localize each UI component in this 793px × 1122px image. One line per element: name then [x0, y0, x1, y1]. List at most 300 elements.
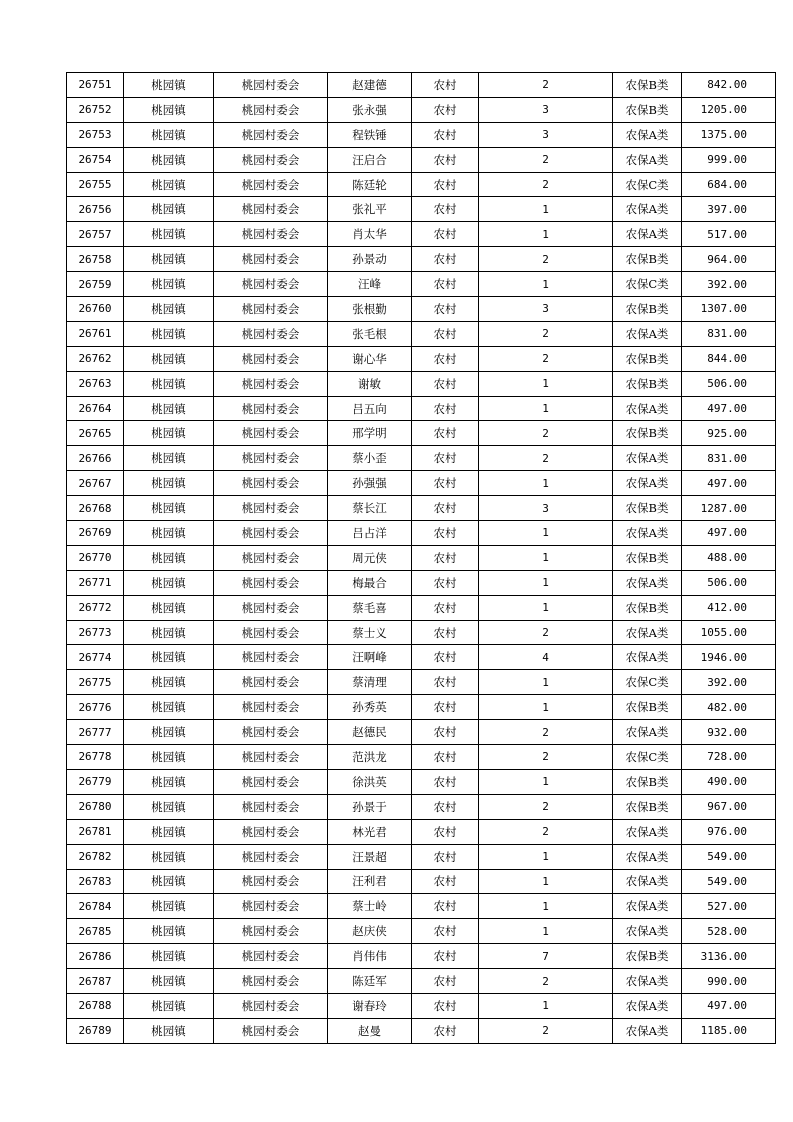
area-type-cell: 农村 — [412, 869, 479, 894]
household-count-cell: 1 — [479, 222, 613, 247]
town-cell: 桃园镇 — [124, 247, 214, 272]
table-row — [67, 670, 776, 695]
name-cell: 肖伟伟 — [328, 944, 412, 969]
committee-cell: 桃园村委会 — [214, 446, 328, 471]
town-cell: 桃园镇 — [124, 496, 214, 521]
committee-cell: 桃园村委会 — [214, 346, 328, 371]
household-count-cell: 3 — [479, 97, 613, 122]
amount-cell: 497.00 — [682, 521, 776, 546]
town-cell: 桃园镇 — [124, 745, 214, 770]
town-cell: 桃园镇 — [124, 396, 214, 421]
table-row — [67, 371, 776, 396]
household-count-cell: 1 — [479, 993, 613, 1018]
household-count-cell: 7 — [479, 944, 613, 969]
town-cell: 桃园镇 — [124, 944, 214, 969]
town-cell: 桃园镇 — [124, 222, 214, 247]
table-row — [67, 521, 776, 546]
town-cell: 桃园镇 — [124, 346, 214, 371]
name-cell: 赵庆侠 — [328, 919, 412, 944]
table-row — [67, 894, 776, 919]
household-count-cell: 2 — [479, 745, 613, 770]
category-cell: 农保A类 — [613, 321, 682, 346]
amount-cell: 392.00 — [682, 670, 776, 695]
table-row — [67, 944, 776, 969]
record-id-cell: 26788 — [67, 993, 124, 1018]
area-type-cell: 农村 — [412, 222, 479, 247]
amount-cell: 831.00 — [682, 321, 776, 346]
area-type-cell: 农村 — [412, 670, 479, 695]
amount-cell: 1055.00 — [682, 620, 776, 645]
committee-cell: 桃园村委会 — [214, 122, 328, 147]
table-row — [67, 969, 776, 994]
household-count-cell: 2 — [479, 421, 613, 446]
household-count-cell: 3 — [479, 122, 613, 147]
area-type-cell: 农村 — [412, 272, 479, 297]
amount-cell: 684.00 — [682, 172, 776, 197]
record-id-cell: 26774 — [67, 645, 124, 670]
data-table — [66, 72, 776, 1044]
name-cell: 谢春玲 — [328, 993, 412, 1018]
amount-cell: 1185.00 — [682, 1018, 776, 1043]
category-cell: 农保A类 — [613, 222, 682, 247]
area-type-cell: 农村 — [412, 794, 479, 819]
area-type-cell: 农村 — [412, 769, 479, 794]
town-cell: 桃园镇 — [124, 620, 214, 645]
record-id-cell: 26756 — [67, 197, 124, 222]
record-id-cell: 26771 — [67, 570, 124, 595]
table-body — [67, 73, 776, 1044]
record-id-cell: 26761 — [67, 321, 124, 346]
amount-cell: 844.00 — [682, 346, 776, 371]
table-row — [67, 272, 776, 297]
category-cell: 农保A类 — [613, 122, 682, 147]
table-row — [67, 695, 776, 720]
household-count-cell: 1 — [479, 545, 613, 570]
record-id-cell: 26773 — [67, 620, 124, 645]
amount-cell: 506.00 — [682, 570, 776, 595]
amount-cell: 527.00 — [682, 894, 776, 919]
category-cell: 农保A类 — [613, 720, 682, 745]
record-id-cell: 26775 — [67, 670, 124, 695]
category-cell: 农保A类 — [613, 819, 682, 844]
table-row — [67, 919, 776, 944]
household-count-cell: 1 — [479, 272, 613, 297]
name-cell: 赵曼 — [328, 1018, 412, 1043]
amount-cell: 497.00 — [682, 471, 776, 496]
household-count-cell: 2 — [479, 147, 613, 172]
town-cell: 桃园镇 — [124, 894, 214, 919]
record-id-cell: 26765 — [67, 421, 124, 446]
committee-cell: 桃园村委会 — [214, 645, 328, 670]
record-id-cell: 26770 — [67, 545, 124, 570]
name-cell: 孙景于 — [328, 794, 412, 819]
area-type-cell: 农村 — [412, 545, 479, 570]
record-id-cell: 26776 — [67, 695, 124, 720]
name-cell: 徐洪英 — [328, 769, 412, 794]
category-cell: 农保A类 — [613, 620, 682, 645]
record-id-cell: 26758 — [67, 247, 124, 272]
amount-cell: 925.00 — [682, 421, 776, 446]
name-cell: 汪启合 — [328, 147, 412, 172]
record-id-cell: 26752 — [67, 97, 124, 122]
committee-cell: 桃园村委会 — [214, 919, 328, 944]
record-id-cell: 26787 — [67, 969, 124, 994]
area-type-cell: 农村 — [412, 521, 479, 546]
table-row — [67, 122, 776, 147]
town-cell: 桃园镇 — [124, 869, 214, 894]
town-cell: 桃园镇 — [124, 819, 214, 844]
area-type-cell: 农村 — [412, 172, 479, 197]
committee-cell: 桃园村委会 — [214, 745, 328, 770]
committee-cell: 桃园村委会 — [214, 570, 328, 595]
town-cell: 桃园镇 — [124, 545, 214, 570]
town-cell: 桃园镇 — [124, 993, 214, 1018]
town-cell: 桃园镇 — [124, 844, 214, 869]
town-cell: 桃园镇 — [124, 695, 214, 720]
committee-cell: 桃园村委会 — [214, 545, 328, 570]
amount-cell: 976.00 — [682, 819, 776, 844]
committee-cell: 桃园村委会 — [214, 471, 328, 496]
household-count-cell: 1 — [479, 844, 613, 869]
name-cell: 谢心华 — [328, 346, 412, 371]
household-count-cell: 3 — [479, 297, 613, 322]
name-cell: 范洪龙 — [328, 745, 412, 770]
table-row — [67, 222, 776, 247]
household-count-cell: 1 — [479, 396, 613, 421]
table-row — [67, 297, 776, 322]
town-cell: 桃园镇 — [124, 521, 214, 546]
area-type-cell: 农村 — [412, 346, 479, 371]
town-cell: 桃园镇 — [124, 371, 214, 396]
town-cell: 桃园镇 — [124, 919, 214, 944]
table-row — [67, 197, 776, 222]
town-cell: 桃园镇 — [124, 1018, 214, 1043]
category-cell: 农保B类 — [613, 346, 682, 371]
amount-cell: 1287.00 — [682, 496, 776, 521]
household-count-cell: 1 — [479, 695, 613, 720]
record-id-cell: 26780 — [67, 794, 124, 819]
table-row — [67, 993, 776, 1018]
table-row — [67, 769, 776, 794]
committee-cell: 桃园村委会 — [214, 1018, 328, 1043]
table-row — [67, 794, 776, 819]
committee-cell: 桃园村委会 — [214, 819, 328, 844]
area-type-cell: 农村 — [412, 396, 479, 421]
town-cell: 桃园镇 — [124, 122, 214, 147]
amount-cell: 497.00 — [682, 396, 776, 421]
name-cell: 吕占洋 — [328, 521, 412, 546]
record-id-cell: 26781 — [67, 819, 124, 844]
record-id-cell: 26762 — [67, 346, 124, 371]
table-row — [67, 595, 776, 620]
area-type-cell: 农村 — [412, 496, 479, 521]
category-cell: 农保B类 — [613, 794, 682, 819]
name-cell: 蔡毛喜 — [328, 595, 412, 620]
household-count-cell: 4 — [479, 645, 613, 670]
committee-cell: 桃园村委会 — [214, 197, 328, 222]
category-cell: 农保C类 — [613, 172, 682, 197]
record-id-cell: 26757 — [67, 222, 124, 247]
name-cell: 蔡长江 — [328, 496, 412, 521]
committee-cell: 桃园村委会 — [214, 844, 328, 869]
table-row — [67, 745, 776, 770]
town-cell: 桃园镇 — [124, 297, 214, 322]
committee-cell: 桃园村委会 — [214, 396, 328, 421]
town-cell: 桃园镇 — [124, 446, 214, 471]
name-cell: 孙秀英 — [328, 695, 412, 720]
amount-cell: 1946.00 — [682, 645, 776, 670]
name-cell: 蔡小歪 — [328, 446, 412, 471]
table-row — [67, 819, 776, 844]
record-id-cell: 26766 — [67, 446, 124, 471]
name-cell: 肖太华 — [328, 222, 412, 247]
area-type-cell: 农村 — [412, 993, 479, 1018]
household-count-cell: 1 — [479, 919, 613, 944]
name-cell: 邢学明 — [328, 421, 412, 446]
category-cell: 农保A类 — [613, 969, 682, 994]
household-count-cell: 3 — [479, 496, 613, 521]
name-cell: 蔡士义 — [328, 620, 412, 645]
town-cell: 桃园镇 — [124, 595, 214, 620]
category-cell: 农保B类 — [613, 297, 682, 322]
amount-cell: 831.00 — [682, 446, 776, 471]
record-id-cell: 26763 — [67, 371, 124, 396]
amount-cell: 842.00 — [682, 73, 776, 98]
category-cell: 农保A类 — [613, 919, 682, 944]
household-count-cell: 1 — [479, 570, 613, 595]
record-id-cell: 26784 — [67, 894, 124, 919]
committee-cell: 桃园村委会 — [214, 172, 328, 197]
town-cell: 桃园镇 — [124, 720, 214, 745]
category-cell: 农保A类 — [613, 471, 682, 496]
committee-cell: 桃园村委会 — [214, 297, 328, 322]
amount-cell: 728.00 — [682, 745, 776, 770]
name-cell: 陈廷轮 — [328, 172, 412, 197]
name-cell: 汪峰 — [328, 272, 412, 297]
record-id-cell: 26764 — [67, 396, 124, 421]
table-row — [67, 421, 776, 446]
household-count-cell: 1 — [479, 595, 613, 620]
table-row — [67, 720, 776, 745]
name-cell: 汪景超 — [328, 844, 412, 869]
record-id-cell: 26786 — [67, 944, 124, 969]
committee-cell: 桃园村委会 — [214, 794, 328, 819]
town-cell: 桃园镇 — [124, 321, 214, 346]
record-id-cell: 26751 — [67, 73, 124, 98]
committee-cell: 桃园村委会 — [214, 97, 328, 122]
name-cell: 谢敏 — [328, 371, 412, 396]
record-id-cell: 26778 — [67, 745, 124, 770]
town-cell: 桃园镇 — [124, 421, 214, 446]
table-row — [67, 172, 776, 197]
name-cell: 蔡士岭 — [328, 894, 412, 919]
category-cell: 农保A类 — [613, 894, 682, 919]
name-cell: 孙强强 — [328, 471, 412, 496]
amount-cell: 506.00 — [682, 371, 776, 396]
household-count-cell: 2 — [479, 620, 613, 645]
amount-cell: 497.00 — [682, 993, 776, 1018]
amount-cell: 549.00 — [682, 844, 776, 869]
town-cell: 桃园镇 — [124, 197, 214, 222]
committee-cell: 桃园村委会 — [214, 944, 328, 969]
category-cell: 农保B类 — [613, 73, 682, 98]
town-cell: 桃园镇 — [124, 794, 214, 819]
record-id-cell: 26759 — [67, 272, 124, 297]
category-cell: 农保B类 — [613, 695, 682, 720]
household-count-cell: 2 — [479, 321, 613, 346]
household-count-cell: 2 — [479, 247, 613, 272]
committee-cell: 桃园村委会 — [214, 620, 328, 645]
category-cell: 农保B类 — [613, 545, 682, 570]
household-count-cell: 1 — [479, 471, 613, 496]
area-type-cell: 农村 — [412, 122, 479, 147]
committee-cell: 桃园村委会 — [214, 695, 328, 720]
committee-cell: 桃园村委会 — [214, 595, 328, 620]
record-id-cell: 26789 — [67, 1018, 124, 1043]
amount-cell: 964.00 — [682, 247, 776, 272]
area-type-cell: 农村 — [412, 321, 479, 346]
category-cell: 农保A类 — [613, 396, 682, 421]
category-cell: 农保C类 — [613, 272, 682, 297]
town-cell: 桃园镇 — [124, 97, 214, 122]
category-cell: 农保B类 — [613, 421, 682, 446]
town-cell: 桃园镇 — [124, 969, 214, 994]
area-type-cell: 农村 — [412, 944, 479, 969]
name-cell: 孙景动 — [328, 247, 412, 272]
household-count-cell: 1 — [479, 371, 613, 396]
area-type-cell: 农村 — [412, 297, 479, 322]
category-cell: 农保C类 — [613, 745, 682, 770]
amount-cell: 488.00 — [682, 545, 776, 570]
committee-cell: 桃园村委会 — [214, 969, 328, 994]
town-cell: 桃园镇 — [124, 471, 214, 496]
town-cell: 桃园镇 — [124, 172, 214, 197]
town-cell: 桃园镇 — [124, 670, 214, 695]
committee-cell: 桃园村委会 — [214, 247, 328, 272]
amount-cell: 490.00 — [682, 769, 776, 794]
table-row — [67, 620, 776, 645]
committee-cell: 桃园村委会 — [214, 272, 328, 297]
table-row — [67, 545, 776, 570]
household-count-cell: 2 — [479, 446, 613, 471]
category-cell: 农保B类 — [613, 371, 682, 396]
amount-cell: 932.00 — [682, 720, 776, 745]
table-row — [67, 97, 776, 122]
amount-cell: 1307.00 — [682, 297, 776, 322]
area-type-cell: 农村 — [412, 371, 479, 396]
record-id-cell: 26753 — [67, 122, 124, 147]
household-count-cell: 2 — [479, 794, 613, 819]
name-cell: 蔡清理 — [328, 670, 412, 695]
table-row — [67, 471, 776, 496]
amount-cell: 1375.00 — [682, 122, 776, 147]
household-count-cell: 1 — [479, 197, 613, 222]
household-count-cell: 1 — [479, 769, 613, 794]
area-type-cell: 农村 — [412, 446, 479, 471]
committee-cell: 桃园村委会 — [214, 894, 328, 919]
area-type-cell: 农村 — [412, 969, 479, 994]
table-row — [67, 147, 776, 172]
committee-cell: 桃园村委会 — [214, 869, 328, 894]
amount-cell: 999.00 — [682, 147, 776, 172]
record-id-cell: 26760 — [67, 297, 124, 322]
household-count-cell: 2 — [479, 346, 613, 371]
town-cell: 桃园镇 — [124, 645, 214, 670]
record-id-cell: 26769 — [67, 521, 124, 546]
category-cell: 农保A类 — [613, 844, 682, 869]
category-cell: 农保C类 — [613, 670, 682, 695]
amount-cell: 990.00 — [682, 969, 776, 994]
record-id-cell: 26783 — [67, 869, 124, 894]
amount-cell: 482.00 — [682, 695, 776, 720]
area-type-cell: 农村 — [412, 570, 479, 595]
committee-cell: 桃园村委会 — [214, 73, 328, 98]
committee-cell: 桃园村委会 — [214, 993, 328, 1018]
name-cell: 林光君 — [328, 819, 412, 844]
record-id-cell: 26779 — [67, 769, 124, 794]
area-type-cell: 农村 — [412, 894, 479, 919]
household-count-cell: 1 — [479, 894, 613, 919]
town-cell: 桃园镇 — [124, 570, 214, 595]
table-row — [67, 869, 776, 894]
category-cell: 农保B类 — [613, 247, 682, 272]
category-cell: 农保A类 — [613, 993, 682, 1018]
amount-cell: 412.00 — [682, 595, 776, 620]
table-row — [67, 570, 776, 595]
committee-cell: 桃园村委会 — [214, 670, 328, 695]
area-type-cell: 农村 — [412, 73, 479, 98]
household-count-cell: 2 — [479, 720, 613, 745]
amount-cell: 3136.00 — [682, 944, 776, 969]
household-count-cell: 1 — [479, 869, 613, 894]
table-row — [67, 496, 776, 521]
area-type-cell: 农村 — [412, 720, 479, 745]
name-cell: 张礼平 — [328, 197, 412, 222]
committee-cell: 桃园村委会 — [214, 496, 328, 521]
record-id-cell: 26782 — [67, 844, 124, 869]
area-type-cell: 农村 — [412, 695, 479, 720]
amount-cell: 549.00 — [682, 869, 776, 894]
category-cell: 农保B类 — [613, 944, 682, 969]
committee-cell: 桃园村委会 — [214, 321, 328, 346]
name-cell: 吕五向 — [328, 396, 412, 421]
name-cell: 张根勤 — [328, 297, 412, 322]
category-cell: 农保B类 — [613, 97, 682, 122]
record-id-cell: 26785 — [67, 919, 124, 944]
name-cell: 梅最合 — [328, 570, 412, 595]
household-count-cell: 2 — [479, 73, 613, 98]
town-cell: 桃园镇 — [124, 147, 214, 172]
category-cell: 农保B类 — [613, 769, 682, 794]
table-row — [67, 1018, 776, 1043]
amount-cell: 1205.00 — [682, 97, 776, 122]
category-cell: 农保A类 — [613, 521, 682, 546]
area-type-cell: 农村 — [412, 819, 479, 844]
household-count-cell: 2 — [479, 969, 613, 994]
category-cell: 农保A类 — [613, 570, 682, 595]
amount-cell: 392.00 — [682, 272, 776, 297]
committee-cell: 桃园村委会 — [214, 371, 328, 396]
table-row — [67, 321, 776, 346]
area-type-cell: 农村 — [412, 844, 479, 869]
category-cell: 农保A类 — [613, 147, 682, 172]
name-cell: 汪利君 — [328, 869, 412, 894]
name-cell: 汪啊峰 — [328, 645, 412, 670]
area-type-cell: 农村 — [412, 471, 479, 496]
record-id-cell: 26755 — [67, 172, 124, 197]
amount-cell: 397.00 — [682, 197, 776, 222]
area-type-cell: 农村 — [412, 595, 479, 620]
